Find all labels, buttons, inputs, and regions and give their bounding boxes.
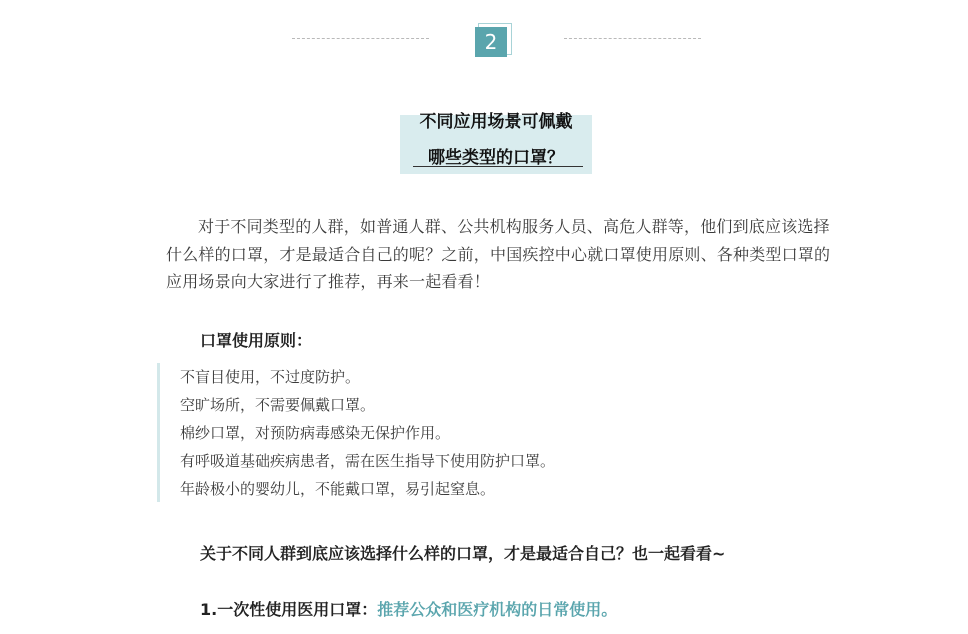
section-number-badge: 2 [475, 27, 507, 57]
list-item: 空旷场所，不需要佩戴口罩。 [180, 396, 376, 414]
list-item: 有呼吸道基础疾病患者，需在医生指导下使用防护口罩。 [180, 452, 556, 470]
principles-quote-block [157, 363, 660, 502]
list-item: 棉纱口罩，对预防病毒感染无保护作用。 [180, 424, 451, 442]
mask-item-1-recommendation: 推荐公众和医疗机构的日常使用。 [377, 600, 618, 619]
mask-item-1 [200, 597, 617, 620]
principles-heading: 口罩使用原则： [200, 331, 313, 350]
list-item: 年龄极小的婴幼儿，不能戴口罩，易引起窒息。 [180, 480, 496, 498]
list-item: 不盲目使用，不过度防护。 [180, 368, 361, 386]
section-title-line-2: 哪些类型的口罩？ [428, 148, 564, 168]
title-underline [413, 166, 583, 167]
divider-left [292, 38, 429, 39]
section-title-line-1: 不同应用场景可佩戴 [419, 112, 573, 132]
question-heading: 关于不同人群到底应该选择什么样的口罩，才是最适合自己？也一起看看~ [200, 544, 726, 563]
mask-item-1-label: 1.一次性使用医用口罩： [200, 600, 378, 619]
intro-paragraph: 对于不同类型的人群，如普通人群、公共机构服务人员、高危人群等，他们到底应该选择什么样的口罩，才是最适合自己的呢？之前，中国疾控中心就口罩使用原则、各种类型口罩的应用场景向大家进行了推荐，再来一起看看！ [166, 217, 831, 291]
divider-right [564, 38, 701, 39]
